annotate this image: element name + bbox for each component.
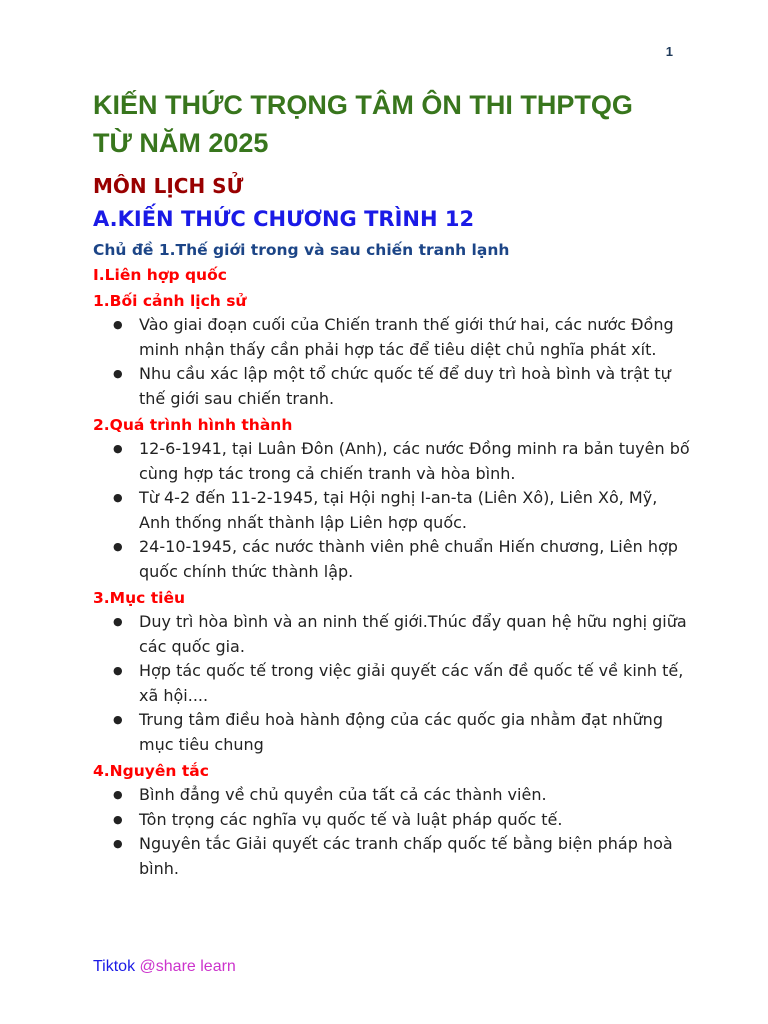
title-line-1: KIẾN THỨC TRỌNG TÂM ÔN THI THPTQG: [93, 90, 633, 120]
list-item: ● Nguyên tắc Giải quyết các tranh chấp quốc tế bằng biện pháp hoà bình.: [93, 832, 693, 881]
subject-heading: MÔN LỊCH SỬ: [93, 174, 244, 198]
topic-heading: Chủ đề 1.Thế giới trong và sau chiến tranh lạnh: [93, 241, 510, 259]
page-number: 1: [665, 44, 673, 59]
footer-handle: @share learn: [139, 958, 236, 975]
bullet-list: [93, 783, 693, 881]
subsection-context: [93, 289, 693, 411]
subsection-principles: [93, 759, 693, 881]
footer-brand: Tiktok: [93, 958, 136, 975]
subsection-heading: 3.Mục tiêu: [93, 589, 185, 607]
list-item: ● Nhu cầu xác lập một tổ chức quốc tế để duy trì hoà bình và trật tự thế giới sau chiến tranh.: [93, 362, 693, 411]
list-item: ● Hợp tác quốc tế trong việc giải quyết các vấn đề quốc tế về kinh tế, xã hội....: [93, 659, 693, 708]
bullet-list: [93, 437, 693, 584]
title-line-2: TỪ NĂM 2025: [93, 128, 269, 158]
subsection-goals: [93, 586, 693, 757]
subsection-heading: 2.Quá trình hình thành: [93, 416, 293, 434]
list-item: ● Duy trì hòa bình và an ninh thế giới.Thúc đẩy quan hệ hữu nghị giữa các quốc gia.: [93, 610, 693, 659]
document-title: [93, 86, 693, 162]
list-item: ● Trung tâm điều hoà hành động của các quốc gia nhằm đạt những mục tiêu chung: [93, 708, 693, 757]
list-item: ● Bình đẳng về chủ quyền của tất cả các thành viên.: [93, 783, 693, 808]
list-item: ● Từ 4-2 đến 11-2-1945, tại Hội nghị I-an-ta (Liên Xô), Liên Xô, Mỹ, Anh thống nhất thành lập Liên hợp quốc.: [93, 486, 693, 535]
list-item: ● 12-6-1941, tại Luân Đôn (Anh), các nước Đồng minh ra bản tuyên bố cùng hợp tác trong cả chiến tranh và hòa bình.: [93, 437, 693, 486]
list-item: ● Vào giai đoạn cuối của Chiến tranh thế giới thứ hai, các nước Đồng minh nhận thấy cần phải hợp tác để tiêu diệt chủ nghĩa phát xít.: [93, 313, 693, 362]
bullet-list: [93, 610, 693, 757]
document-body: [93, 86, 693, 881]
part-heading: A.KIẾN THỨC CHƯƠNG TRÌNH 12: [93, 207, 475, 231]
bullet-list: [93, 313, 693, 411]
footer-credit: [93, 958, 236, 976]
list-item: ● 24-10-1945, các nước thành viên phê chuẩn Hiến chương, Liên hợp quốc chính thức thành lập.: [93, 535, 693, 584]
section-heading: I.Liên hợp quốc: [93, 266, 227, 284]
subsection-heading: 4.Nguyên tắc: [93, 762, 209, 780]
list-item: ● Tôn trọng các nghĩa vụ quốc tế và luật pháp quốc tế.: [93, 808, 693, 833]
subsection-formation: [93, 413, 693, 584]
subsection-heading: 1.Bối cảnh lịch sử: [93, 292, 247, 310]
